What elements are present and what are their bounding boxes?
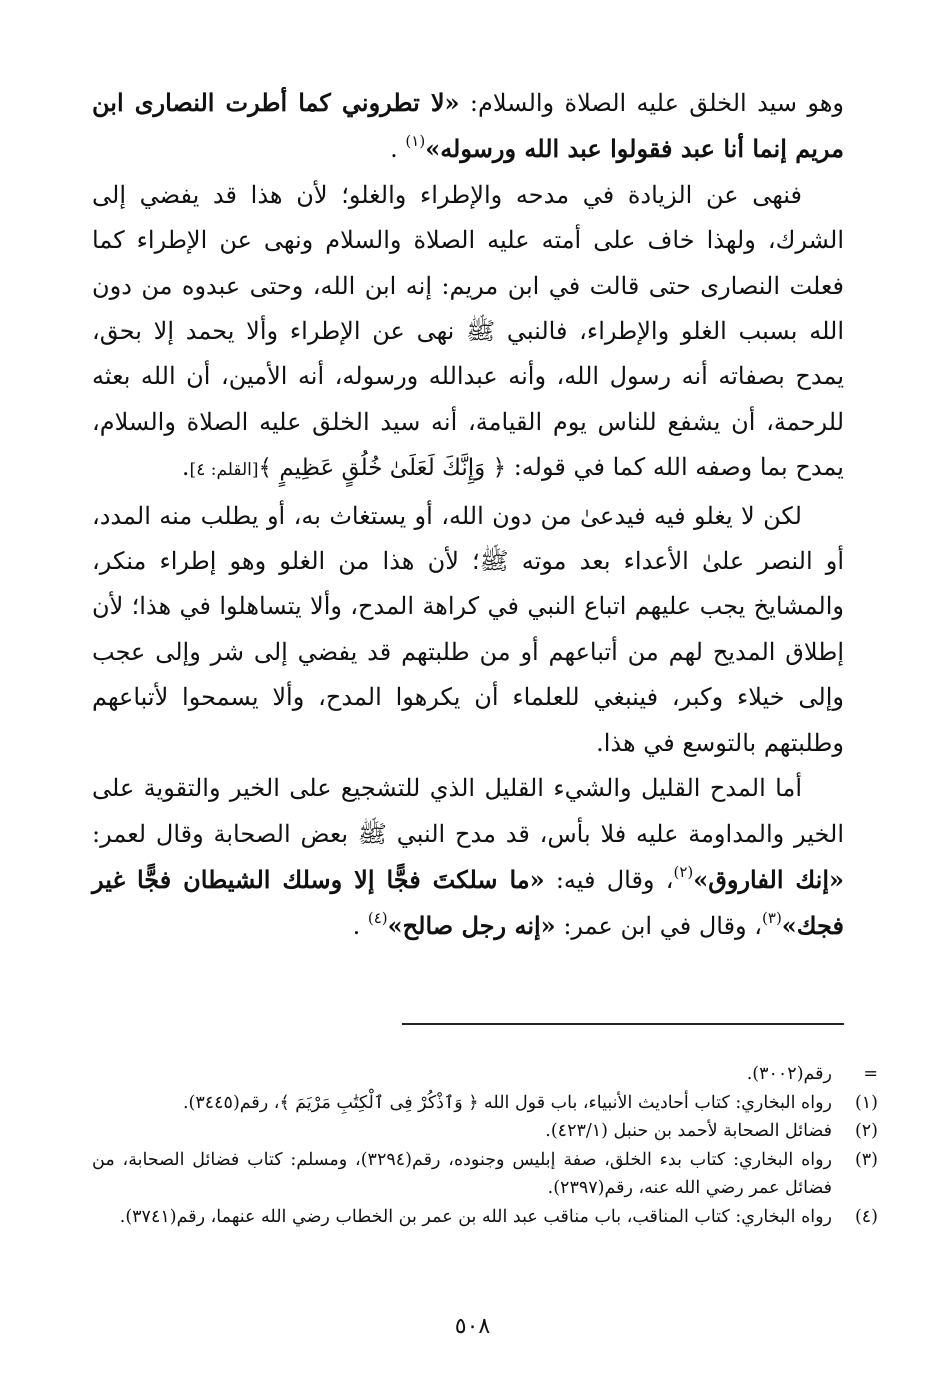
paragraph-4	[92, 766, 844, 950]
verse-reference: [القلم: ٤]	[189, 460, 259, 481]
footnote-item	[92, 1146, 878, 1203]
hadith-quote: «إنه رجل صالح»	[387, 911, 556, 941]
footnote-marker: (٢)	[673, 862, 694, 881]
paragraph-text: فنهى عن الزيادة في مدحه والإطراء والغلو؛ لأن هذا قد يفضي إلى الشرك، ولهذا خاف على أمته عليه الصلاة والسلام ونهى عن الإطراء كما فعلت النصارى حتى قالت في ابن مريم: إنه ابن الله، وحتى عبدوه من دون الله بسبب الغلو والإطراء، فالنبي ﷺ نهى عن الإطراء وألا يحمد إلا بحق، يمدح بصفاته أنه رسول الله، وأنه عبدالله ورسوله، أنه الأمين، أن الله بعثه للرحمة، أن يشفع للناس يوم القيامة، أنه سيد الخلق عليه الصلاة والسلام، يمدح بما وصفه الله كما في قوله:	[92, 180, 845, 482]
footnote-text: رقم(٣٠٠٢).	[746, 1064, 832, 1084]
footnote-number: =	[863, 1064, 878, 1084]
footnote-number: (١)	[854, 1092, 878, 1113]
paragraph-text: .	[352, 912, 368, 941]
footnote-text: رواه البخاري: كتاب المناقب، باب مناقب عبد الله بن عمر بن الخطاب رضي الله عنهما، رقم(٣٧٤١).	[119, 1206, 832, 1227]
footnote-number: (٣)	[854, 1149, 878, 1170]
footnote-text: رواه البخاري: كتاب أحاديث الأنبياء، باب قول الله ﴿ وَٱذْكُرْ فِى ٱلْكِتَٰبِ مَرْيَمَ ﴾، رقم(٣٤٤٥).	[182, 1092, 832, 1113]
hadith-quote: «لا تطروني كما أطرت النصارى ابن مريم إنما أنا عبد فقولوا عبد الله ورسوله»	[92, 88, 844, 164]
footnote-text: فضائل الصحابة لأحمد بن حنبل (٤٢٣/١).	[545, 1121, 832, 1142]
paragraph-2	[92, 173, 844, 494]
paragraph-text: .	[181, 453, 190, 482]
footnote-separator	[402, 1023, 844, 1025]
footnote-item	[92, 1060, 878, 1089]
footnote-marker: (٣)	[762, 909, 782, 928]
footnote-item	[92, 1089, 878, 1118]
paragraph-text: وهو سيد الخلق عليه الصلاة والسلام:	[459, 89, 845, 117]
paragraph-text: ، وقال فيه:	[544, 865, 674, 894]
paragraph-text: .	[390, 135, 406, 164]
footnote-item	[92, 1117, 878, 1146]
paragraph-text: ، وقال في ابن عمر:	[555, 912, 763, 941]
footnote-number: (٤)	[854, 1206, 878, 1227]
paragraph-3	[92, 494, 844, 766]
paragraph-1	[92, 80, 844, 173]
main-text	[92, 80, 844, 950]
quran-verse: ﴿ وَإِنَّكَ لَعَلَىٰ خُلُقٍ عَظِيمٍ ﴾	[258, 455, 507, 482]
footnote-marker: (١)	[405, 132, 426, 151]
footnote-number: (٢)	[854, 1121, 878, 1142]
hadith-quote: «إنك الفاروق»	[693, 864, 844, 894]
hadith-quote: «ما سلكتَ فجًّا إلا وسلك الشيطان فجًّا غير فجك»	[92, 864, 844, 941]
footnote-text: رواه البخاري: كتاب بدء الخلق، صفة إبليس وجنوده، رقم(٣٢٩٤)، ومسلم: كتاب فضائل الصحابة، من فضائل عمر رضي الله عنه، رقم(٢٣٩٧).	[92, 1149, 833, 1199]
page-number: ٥٠٨	[454, 1314, 491, 1339]
paragraph-text: لكن لا يغلو فيه فيدعىٰ من دون الله، أو يستغاث به، أو يطلب منه المدد، أو النصر علىٰ الأعداء بعد موته ﷺ؛ لأن هذا من الغلو وهو إطراء منكر، والمشايخ يجب عليهم اتباع النبي في كراهة المدح، وألا يتساهلوا في هذا؛ لأن إطلاق المديح لهم من أتباعهم أو من طلبتهم قد يفضي إلى شر وإلى عجب وإلى خيلاء وكبر، فينبغي للعلماء أن يكرهوا المدح، وألا يسمحوا لأتباعهم وطلبتهم بالتوسع في هذا.	[92, 501, 844, 757]
footnotes	[92, 1060, 878, 1232]
paragraph-text: أما المدح القليل والشيء القليل الذي للتشجيع على الخير والتقوية على الخير والمداومة عليه فلا بأس، قد مدح النبي ﷺ بعض الصحابة وقال لعمر:	[92, 774, 844, 848]
footnote-item	[92, 1203, 878, 1232]
footnote-marker: (٤)	[367, 909, 388, 928]
